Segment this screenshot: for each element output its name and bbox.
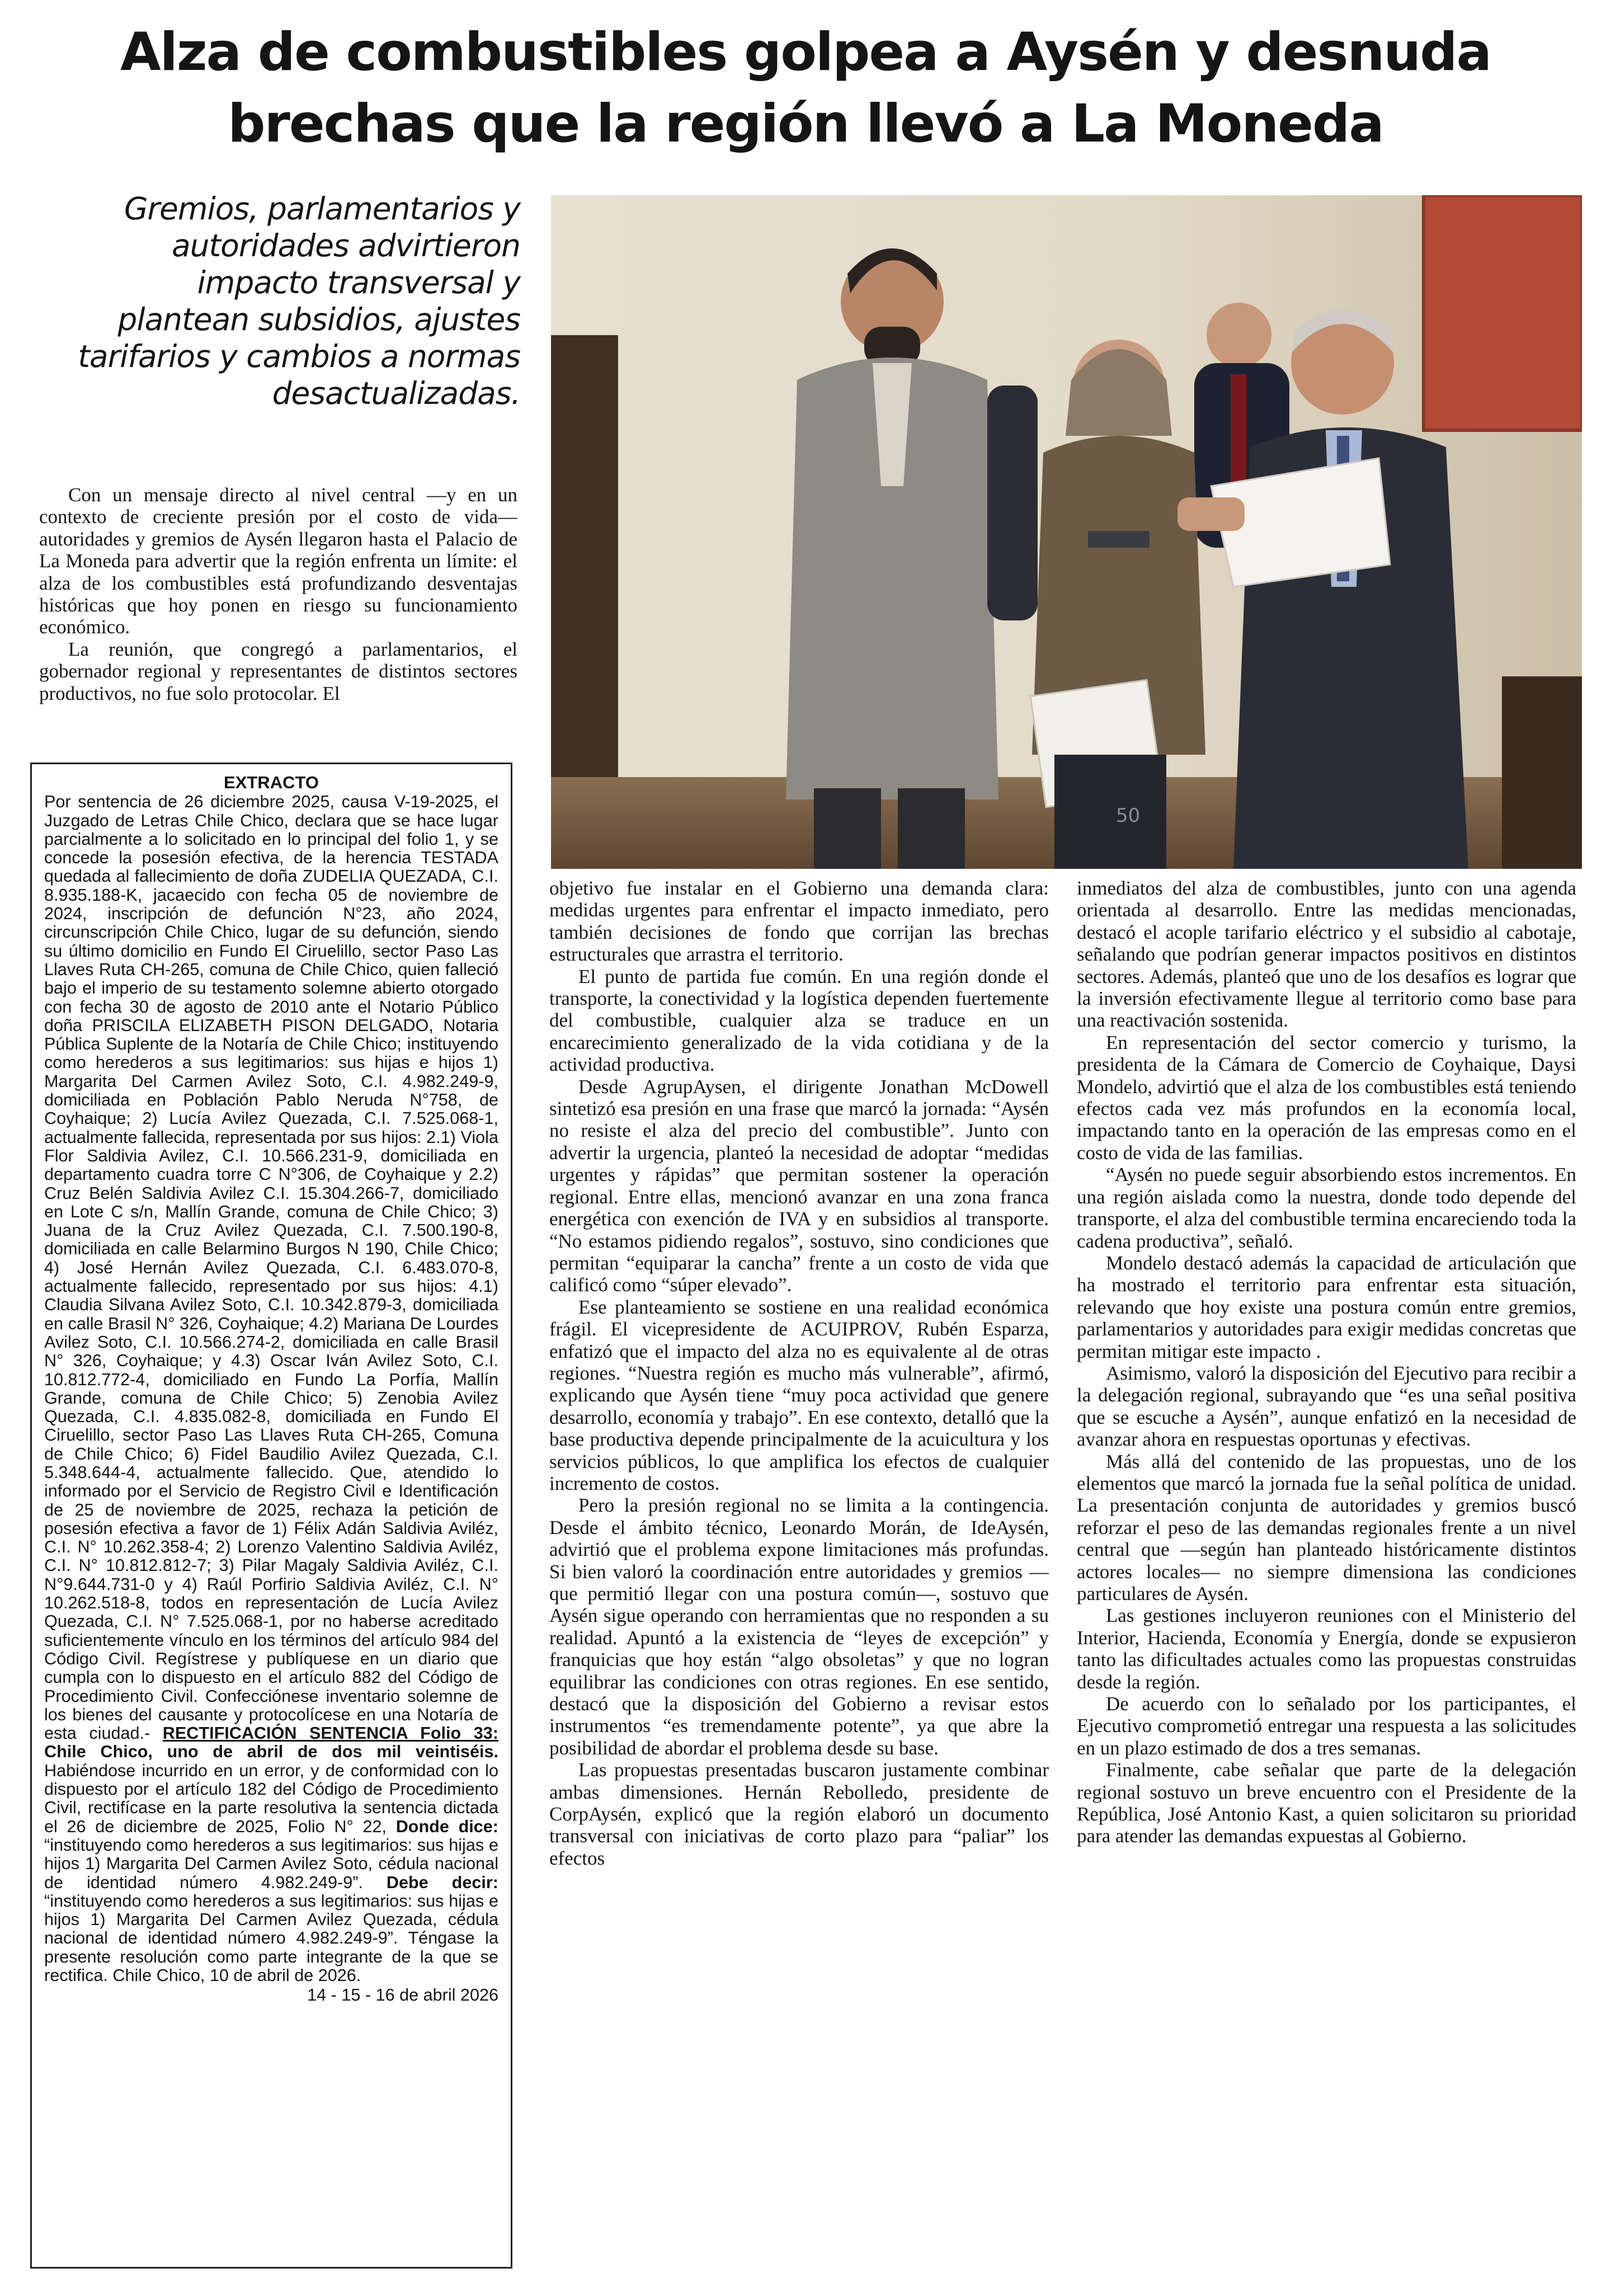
subtitle-line: tarifarios y cambios a normas — [78, 338, 520, 374]
column-paragraph: inmediatos del alza de combustibles, junto con una agenda orientada al desarrollo. Entre las medidas mencionadas, destacó el acople tarifario eléctrico y el subsidio al cabotaje, señalando que podrían generar impactos positivos en distintos sectores. Además, planteó que uno de los desafíos es lograr que la inversión efectivamente llegue al territorio como base para una reactivación sostenida. — [1077, 877, 1576, 1032]
rectificacion-heading: RECTIFICACIÓN SENTENCIA Folio 33: — [162, 1724, 498, 1743]
column-paragraph: Asimismo, valoró la disposición del Ejecutivo para recibir a la delegación regional, subrayando que “es una señal positiva que se escuche a Aysén”, aunque enfatizó en la necesidad de avanzar ahora en respuestas oportunas y efectivas. — [1077, 1362, 1576, 1451]
column-paragraph: Pero la presión regional no se limita a la contingencia. Desde el ámbito técnico, Leonardo Morán, de IdeAysén, advirtió que el problema expone limitaciones más profundas. Si bien valoró la coordinación entre autoridades y gremios —que permitió llegar con una postura común—, sostuvo que Aysén sigue operando con herramientas que no responden a su realidad. Apuntó a la existencia de “leyes de excepción” y franquicias que hoy están “algo obsoletas” y que no logran equilibrar las condiciones con otras regiones. En ese sentido, destacó que la disposición del Gobierno a revisar estos instrumentos “es tremendamente potente”, ya que abre la posibilidad de abordar el problema desde su base. — [549, 1494, 1049, 1759]
column-paragraph: Las propuestas presentadas buscaron justamente combinar ambas dimensiones. Hernán Rebolledo, presidente de CorpAysén, explicó que la región elaboró un documento transversal con iniciativas de corto plazo para “paliar” los efectos — [549, 1759, 1049, 1869]
meeting-photo-illustration — [551, 195, 1582, 869]
publication-dates: 14 - 15 - 16 de abril 2026 — [307, 1986, 498, 2005]
column-paragraph: Ese planteamiento se sostiene en una realidad económica frágil. El vicepresidente de ACUIPROV, Rubén Esparza, enfatizó que el impacto del alza no es equivalente al de otras regiones. “Nuestra región es mucho más vulnerable”, afirmó, explicando que Aysén tiene “muy poca actividad que genere desarrollo, economía y trabajo”. En ese contexto, detalló que la base productiva depende principalmente de la acuicultura y los servicios públicos, lo que amplifica los efectos de cualquier incremento de costos. — [549, 1296, 1049, 1494]
column-paragraph: Más allá del contenido de las propuestas, uno de los elementos que marcó la jornada fue la señal política de unidad. La presentación conjunta de autoridades y gremios buscó reforzar el peso de las demandas regionales frente a un nivel central que —según han planteado históricamente distintos actores locales— no siempre dimensiona las condiciones particulares de Aysén. — [1077, 1450, 1576, 1605]
extracto-text: “instituyendo como herederos a sus legitimarios: sus hijas e hijos 1) Margarita Del Carmen Avilez Quezada, cédula nacional de identidad número 4.982.249-9”. Téngase la presente resolución como parte integrante de la que se rectifica. Chile Chico, 10 de abril de 2026. — [44, 1891, 498, 1985]
headline-line-2: brechas que la región llevó a La Moneda — [228, 93, 1383, 154]
column-paragraph: Finalmente, cabe señalar que parte de la delegación regional sostuvo un breve encuentro con el Presidente de la República, José Antonio Kast, a quien solicitaron su prioridad para atender las demandas expuestas al Gobierno. — [1077, 1759, 1576, 1847]
subtitle-line: desactualizadas. — [272, 375, 520, 411]
donde-dice-label: Donde dice: — [395, 1817, 498, 1836]
extracto-title: EXTRACTO — [224, 773, 319, 792]
extracto-text: Por sentencia de 26 diciembre 2025, causa V-19-2025, el Juzgado de Letras Chile Chico, declara que se hace lugar parcialmente a lo solicitado en lo principal del folio 1, y se concede la posesión efectiva, de la herencia TESTADA quedada al fallecimiento de doña ZUDELIA QUEZADA, C.I. 8.935.188-K, jacaecido con fecha 05 de noviembre de 2024, inscripción de defunción N°23, año 2024, circunscripción Chile Chico, lugar de su defunción, siendo su último domicilio en Fundo El Ciruelillo, sector Paso Las Llaves Ruta CH-265, comuna de Chile Chico, quien falleció bajo el imperio de su testamento solemne abierto otorgado con fecha 30 de agosto de 2010 ante el Notario Público doña PRISCILA ELIZABETH PISON DELGADO, Notaria Pública Suplente de la Notaría de Chile Chico; instituyendo como herederos a sus legitimarios: sus hijas e hijos 1) Margarita Del Carmen Avilez Soto, C.I. 4.982.249-9, domiciliada en Población Pablo Neruda N°758, de Coyhaique; 2) Lucía Avilez Quezada, C.I. 7.525.068-1, actualmente fallecida, representada por sus hijos: 2.1) Viola Flor Saldivia Avilez, C.I. 10.566.231-9, domiciliada en departamento cuadra torre C N°306, de Coyhaique y 2.2) Cruz Belén Saldivia Avilez C.I. 15.304.266-7, domiciliado en Lote C s/n, Mallín Grande, comuna de Chile Chico; 3) Juana de la Cruz Avilez Quezada, C.I. 7.500.190-8, domiciliada en calle Belarmino Burgos N 190, Chile Chico; 4) José Hernán Avilez Quezada, C.I. 6.483.070-8, actualmente fallecido, representado por sus hijos: 4.1) Claudia Silvana Avilez Soto, C.I. 10.342.879-3, domiciliada en calle Brasil N° 326, Coyhaique; 4.2) Mariana De Lourdes Avilez Soto, C.I. 10.566.274-2, domiciliada en calle Brasil N° 326, Coyhaique; y 4.3) Oscar Iván Avilez Soto, C.I. 10.812.772-4, domiciliado en Fundo La Porfía, Mallín Grande, comuna de Chile Chico; 5) Zenobia Avilez Quezada, C.I. 4.835.082-8, domiciliada en Fundo El Ciruelillo, sector Paso Las Llaves Ruta CH-265, Comuna de Chile Chico; 6) Fidel Baudilio Avilez Quezada, C.I. 5.348.644-4, actualmente fallecido. Que, atendido lo informado por el Servicio de Registro Civil e Identificación de 25 de noviembre de 2025, rechaza la petición de posesión efectiva a favor de 1) Félix Adán Saldivia Aviléz, C.I. N° 10.262.358-4; 2) Lorenzo Valentino Saldivia Aviléz, C.I. N° 10.812.812-7; 3) Pilar Magaly Saldivia Aviléz, C.I. N°9.644.731-0 y 4) Raúl Porfirio Saldivia Aviléz, C.I. N° 10.262.518-8, todos en representación de Lucía Avilez Quezada, C.I. N° 7.525.068-1, por no haberse acreditado suficientemente vínculo en los términos del artículo 984 del Código Civil. Regístrese y publíquese en un diario que cumpla con lo dispuesto en el artículo 882 del Código de Procedimiento Civil. Confecciónese inventario solemne de los bienes del causante y protocolícese en una Notaría de esta ciudad.- — [44, 792, 498, 1743]
subtitle-line: impacto transversal y — [197, 265, 520, 300]
folder-mark: 50 — [1116, 804, 1141, 827]
rectificacion-place: Chile Chico, uno de abril de dos mil veintiséis. — [44, 1742, 498, 1762]
article-photo — [551, 195, 1582, 869]
column-paragraph: El punto de partida fue común. En una región donde el transporte, la conectividad y la logística dependen fuertemente del combustible, cualquier alza se traduce en un encarecimiento generalizado de la vida cotidiana y de la actividad productiva. — [549, 965, 1049, 1076]
intro-paragraph: La reunión, que congregó a parlamentarios, el gobernador regional y representantes de distintos sectores productivos, no fue solo protocolar. El — [39, 638, 517, 704]
article-column-2 — [549, 877, 1049, 2265]
column-paragraph: De acuerdo con lo señalado por los participantes, el Ejecutivo comprometió entregar una respuesta a las solicitudes en un plazo estimado de dos a tres semanas. — [1077, 1693, 1576, 1759]
column-paragraph: “Aysén no puede seguir absorbiendo estos incrementos. En una región aislada como la nuestra, donde todo depende del transporte, el alza del combustible termina encareciendo toda la cadena productiva”, señaló. — [1077, 1164, 1576, 1252]
headline — [50, 17, 1561, 160]
column-paragraph: Las gestiones incluyeron reuniones con el Ministerio del Interior, Hacienda, Economía y Energía, donde se expusieron tanto las dificultades actuales como las propuestas construidas desde la región. — [1077, 1605, 1576, 1693]
headline-line-1: Alza de combustibles golpea a Aysén y desnuda — [120, 22, 1491, 83]
column-paragraph: objetivo fue instalar en el Gobierno una demanda clara: medidas urgentes para enfrentar el impacto inmediato, pero también decisiones de fondo que corrijan las brechas estructurales que arrastra el territorio. — [549, 877, 1049, 966]
subtitle-line: plantean subsidios, ajustes — [117, 302, 520, 337]
column-paragraph: Mondelo destacó además la capacidad de articulación que ha mostrado el territorio para enfrentar esta situación, relevando que hoy existe una postura común entre gremios, parlamentarios y autoridades para exigir medidas concretas que permitan mitigar este impacto . — [1077, 1251, 1576, 1362]
subtitle-line: autoridades advirtieron — [171, 228, 520, 264]
subtitle-line: Gremios, parlamentarios y — [124, 191, 520, 227]
column-paragraph: Desde AgrupAysen, el dirigente Jonathan McDowell sintetizó esa presión en una frase que marcó la jornada: “Aysén no resiste el alza del precio del combustible”. Junto con advertir la urgencia, planteó la necesidad de adoptar “medidas urgentes y rápidas” que permitan sostener la operación regional. Entre ellas, mencionó avanzar en una zona franca energética con exención de IVA y en subsidios al transporte. “No estamos pidiendo regalos”, sostuvo, sino condiciones que permitan “equiparar la cancha” frente a un costo de vida que calificó como “súper elevado”. — [549, 1075, 1049, 1296]
article-intro — [39, 484, 517, 741]
subtitle — [34, 190, 520, 412]
extracto-text: “instituyendo como herederos a sus legitimarios: sus hijas e hijos 1) Margarita Del Carmen Avilez Soto, cédula nacional de identidad número 4.982.249-9”. — [44, 1835, 498, 1892]
article-column-3 — [1077, 877, 1576, 2265]
debe-decir-label: Debe decir: — [386, 1872, 498, 1892]
column-paragraph: En representación del sector comercio y turismo, la presidenta de la Cámara de Comercio de Coyhaique, Daysi Mondelo, advirtió que el alza de los combustibles está teniendo efectos cada vez más profundos en la economía local, impactando tanto en la operación de las empresas como en el costo de vida de las familias. — [1077, 1031, 1576, 1164]
legal-notice-extracto — [30, 763, 512, 2269]
extracto-text: Habiéndose incurrido en un error, y de conformidad con lo dispuesto por el artículo 182 del Código de Procedimiento Civil, rectifícase en la parte resolutiva la sentencia dictada el 26 de diciembre de 2025, Folio N° 22, — [44, 1761, 498, 1836]
intro-paragraph: Con un mensaje directo al nivel central —y en un contexto de creciente presión por el costo de vida— autoridades y gremios de Aysén llegaron hasta el Palacio de La Moneda para advertir que la región enfrenta un límite: el alza de los combustibles está profundizando desventajas históricas que hoy ponen en riesgo su funcionamiento económico. — [39, 484, 517, 638]
